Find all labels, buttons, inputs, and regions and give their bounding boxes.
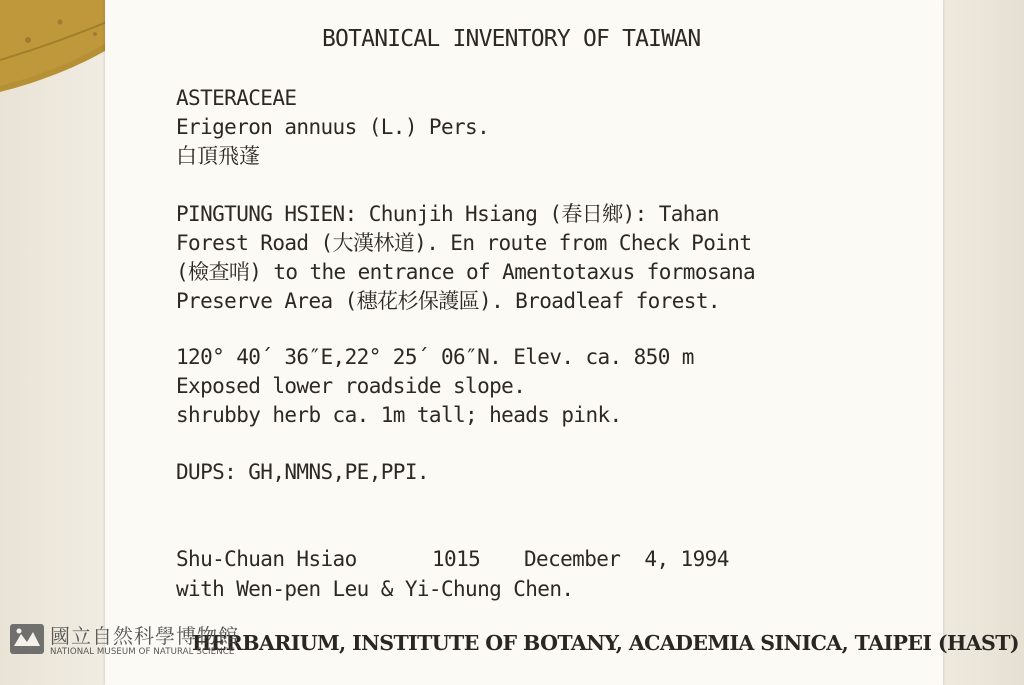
museum-watermark — [10, 622, 272, 662]
locality-line: (檢查哨) to the entrance of Amentotaxus formosana — [176, 260, 756, 284]
habitat-site: Exposed lower roadside slope. — [176, 374, 526, 398]
watermark-chinese: 國立自然科學博物館 — [50, 624, 239, 648]
scientific-name: Erigeron annuus (L.) Pers. — [176, 115, 490, 139]
chinese-name: 白頂飛蓬 — [176, 144, 260, 168]
duplicates: DUPS: GH,NMNS,PE,PPI. — [176, 460, 429, 484]
locality-line: Forest Road (大漢林道). En route from Check Point — [176, 231, 752, 255]
coordinates-elevation: 120° 40´ 36″E,22° 25´ 06″N. Elev. ca. 850 m — [176, 345, 694, 369]
plant-description: shrubby herb ca. 1m tall; heads pink. — [176, 403, 622, 427]
watermark-english: NATIONAL MUSEUM OF NATURAL SCIENCE — [50, 647, 235, 657]
family-name: ASTERACEAE — [176, 86, 297, 110]
co-collectors: with Wen-pen Leu & Yi-Chung Chen. — [176, 577, 574, 601]
museum-logo-icon — [10, 624, 44, 654]
collection-number: 1015 — [432, 547, 481, 571]
locality-line: Preserve Area (穗花杉保護區). Broadleaf forest. — [176, 289, 720, 313]
label-title: BOTANICAL INVENTORY OF TAIWAN — [322, 26, 701, 52]
locality-line: PINGTUNG HSIEN: Chunjih Hsiang (春日鄉): Tahan — [176, 202, 719, 226]
collection-date: December 4, 1994 — [524, 547, 729, 571]
collector-name: Shu-Chuan Hsiao — [176, 547, 357, 571]
institution-footer: HERBARIUM, INSTITUTE OF BOTANY, ACADEMIA SINICA, TAIPEI (HAST) — [192, 631, 1020, 655]
